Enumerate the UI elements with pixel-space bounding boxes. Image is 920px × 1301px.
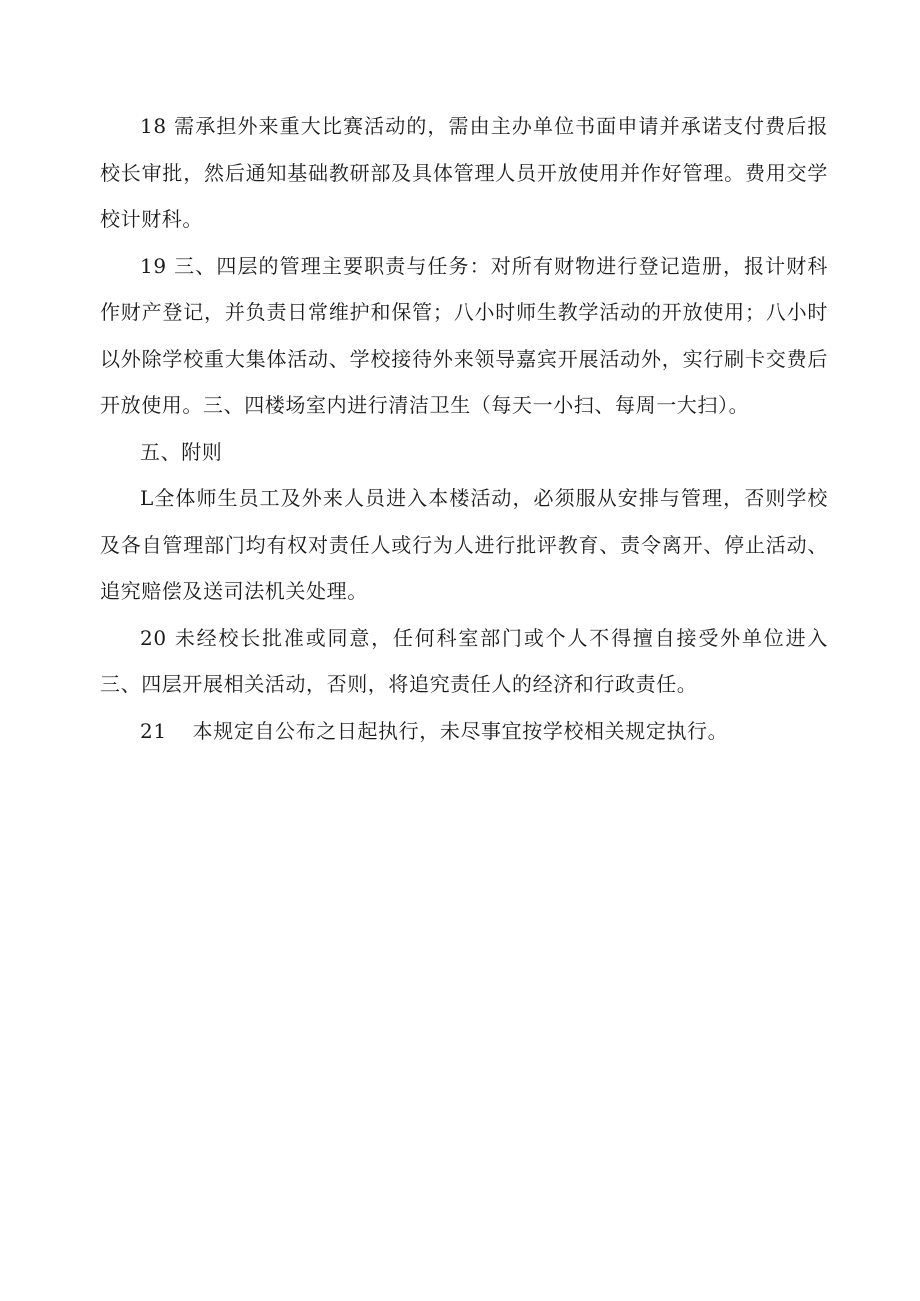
paragraph-19: 19 三、四层的管理主要职责与任务：对所有财物进行登记造册，报计财科作财产登记，并负责日常维护和保管；八小时师生教学活动的开放使用；八小时以外除学校重大集体活动、学校接待外来领导嘉宾开展活动外，实行刷卡交费后开放使用。三、四楼场室内进行清洁卫生（每天一小扫、每周一大扫）。 bbox=[100, 253, 828, 417]
paragraph-L: L全体师生员工及外来人员进入本楼活动，必须服从安排与管理，否则学校及各自管理部门均有权对责任人或行为人进行批评教育、责令离开、停止活动、追究赔偿及送司法机关处理。 bbox=[100, 486, 828, 603]
section-heading-appendix: 五、附则 bbox=[140, 439, 223, 464]
paragraph-21 bbox=[100, 708, 828, 755]
paragraph-21-text: 本规定自公布之日起执行，未尽事宜按学校相关规定执行。 bbox=[192, 718, 729, 743]
paragraph-18: 18 需承担外来重大比赛活动的，需由主办单位书面申请并承诺支付费后报校长审批，然后通知基础教研部及具体管理人员开放使用并作好管理。费用交学校计财科。 bbox=[100, 114, 828, 231]
document-page bbox=[100, 103, 828, 754]
paragraph-21-number: 21 bbox=[140, 718, 167, 743]
paragraph-20: 20 未经校长批准或同意，任何科室部门或个人不得擅自接受外单位进入三、四层开展相关活动，否则，将追究责任人的经济和行政责任。 bbox=[100, 625, 828, 696]
